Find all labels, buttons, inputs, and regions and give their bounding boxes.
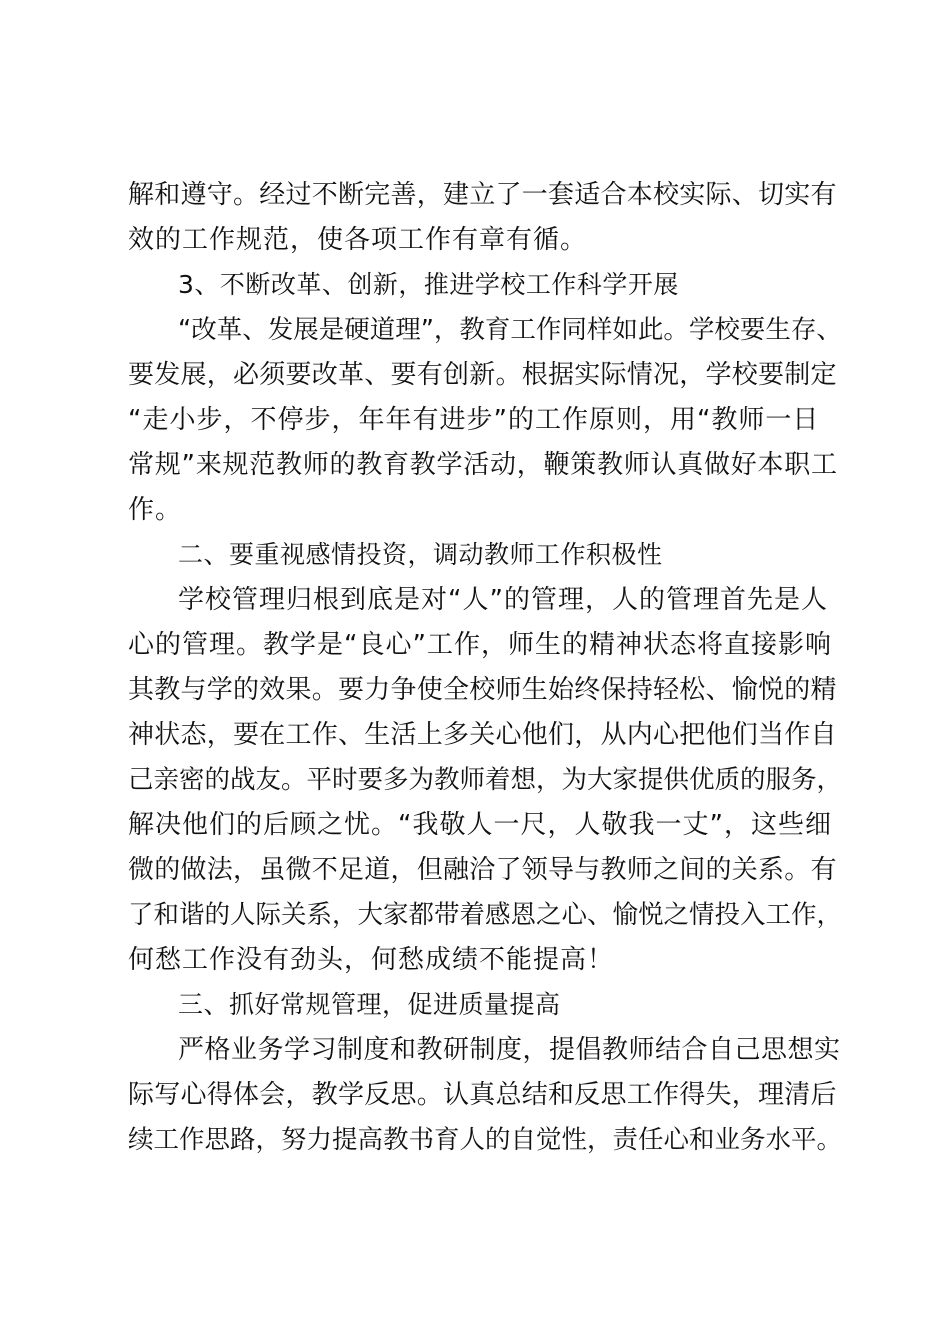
text-line: 解决他们的后顾之忧。“我敬人一尺，人敬我一丈”，这些细	[128, 810, 832, 840]
text-line: 要发展，必须要改革、要有创新。根据实际情况，学校要制定	[128, 360, 837, 390]
text-line: “走小步，不停步，年年有进步”的工作原则，用“教师一日	[128, 405, 820, 435]
text-line: 微的做法，虽微不足道，但融洽了领导与教师之间的关系。有	[128, 855, 837, 885]
text-line: 作。	[128, 495, 183, 525]
text-line: 其教与学的效果。要力争使全校师生始终保持轻松、愉悦的精	[128, 675, 837, 705]
text-line: 解和遵守。经过不断完善，建立了一套适合本校实际、切实有	[128, 180, 837, 210]
section-subheading: 3、不断改革、创新，推进学校工作科学开展	[178, 270, 679, 299]
text-line: 续工作思路，努力提高教书育人的自觉性，责任心和业务水平。	[128, 1125, 843, 1155]
text-line: 效的工作规范，使各项工作有章有循。	[128, 225, 588, 255]
section-heading: 三、抓好常规管理，促进质量提高	[178, 990, 561, 1019]
text-line: 际写心得体会，教学反思。认真总结和反思工作得失，理清后	[128, 1080, 837, 1110]
section-heading: 二、要重视感情投资，调动教师工作积极性	[178, 540, 663, 569]
paragraph-start: “改革、发展是硬道理”，教育工作同样如此。学校要生存、	[178, 315, 842, 345]
text-line: 何愁工作没有劲头，何愁成绩不能提高！	[128, 945, 615, 975]
text-line: 了和谐的人际关系，大家都带着感恩之心、愉悦之情投入工作，	[128, 900, 843, 930]
text-line: 常规”来规范教师的教育教学活动，鞭策教师认真做好本职工	[128, 450, 838, 480]
paragraph-start: 学校管理归根到底是对“人”的管理，人的管理首先是人	[178, 585, 828, 615]
text-line: 己亲密的战友。平时要多为教师着想，为大家提供优质的服务，	[128, 765, 843, 795]
text-line: 心的管理。教学是“良心”工作，师生的精神状态将直接影响	[128, 630, 832, 660]
paragraph-start: 严格业务学习制度和教研制度，提倡教师结合自己思想实	[178, 1035, 841, 1065]
text-line: 神状态，要在工作、生活上多关心他们，从内心把他们当作自	[128, 720, 837, 750]
